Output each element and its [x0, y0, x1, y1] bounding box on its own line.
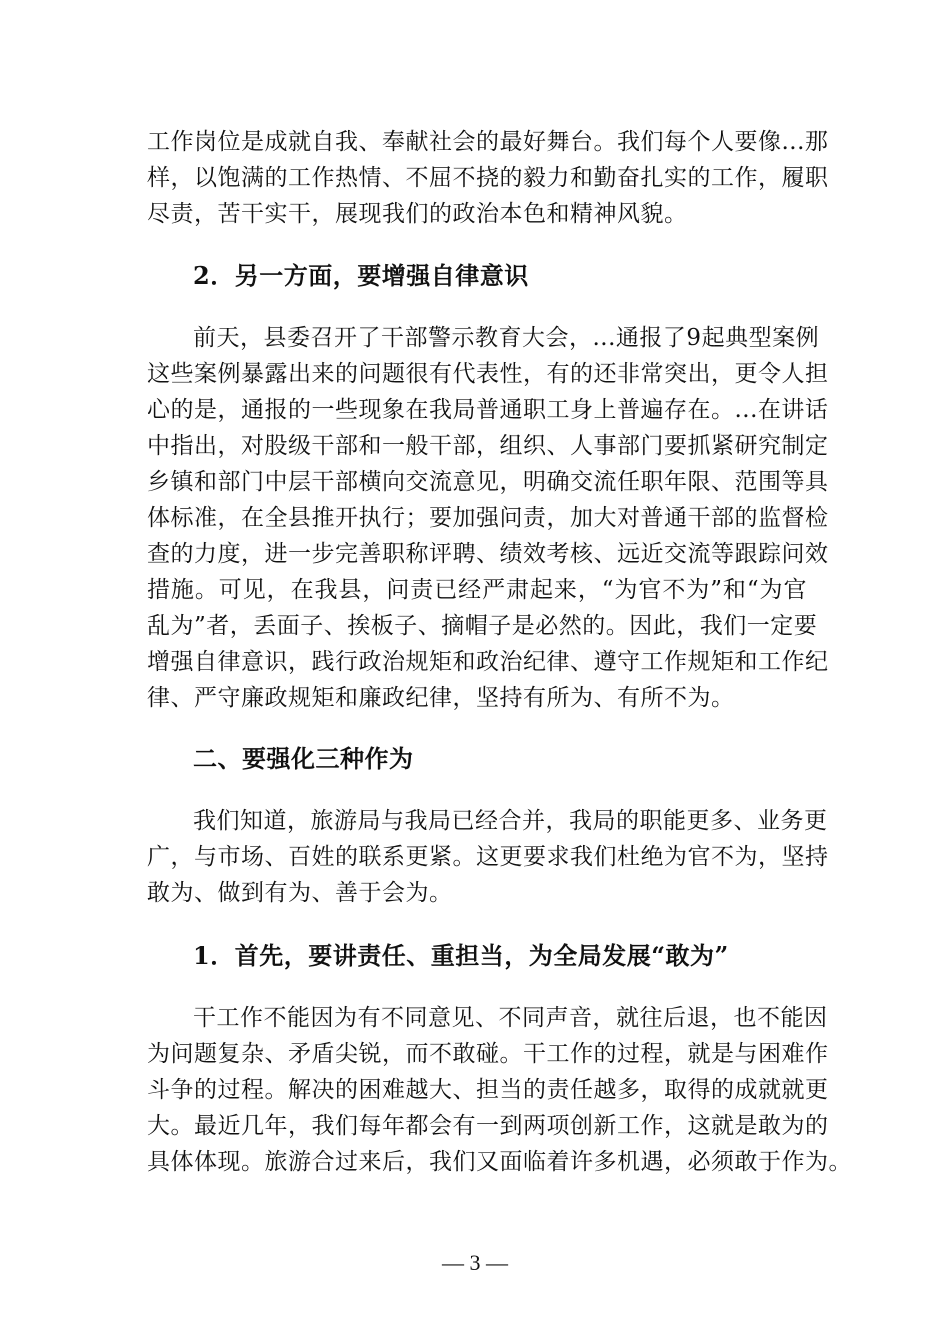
paragraph-line: 体标准，在全县推开执行；要加强问责，加大对普通干部的监督检 [147, 505, 829, 531]
paragraph-line: 中指出，对股级干部和一般干部，组织、人事部门要抓紧研究制定 [147, 433, 829, 459]
section-heading: 1．首先，要讲责任、重担当，为全局发展“敢为” [193, 941, 729, 970]
paragraph-line: 敢为、做到有为、善于会为。 [147, 880, 453, 906]
paragraph-line: 乡镇和部门中层干部横向交流意见，明确交流任职年限、范围等具 [147, 469, 829, 495]
paragraph-line: 查的力度，进一步完善职称评聘、绩效考核、远近交流等跟踪问效 [147, 541, 829, 567]
paragraph-line: 措施。可见，在我县，问责已经严肃起来，“为官不为”和“为官 [147, 577, 807, 603]
paragraph-line: 前天，县委召开了干部警示教育大会，...通报了9起典型案例 [193, 325, 820, 351]
paragraph-line: 我们知道，旅游局与我局已经合并，我局的职能更多、业务更 [193, 808, 828, 834]
paragraph-line: 为问题复杂、矛盾尖锐，而不敢碰。干工作的过程，就是与困难作 [147, 1041, 829, 1067]
paragraph-line: 律、严守廉政规矩和廉政纪律，坚持有所为、有所不为。 [147, 685, 735, 711]
paragraph-line: 斗争的过程。解决的困难越大、担当的责任越多，取得的成就就更 [147, 1077, 829, 1103]
paragraph-line: 工作岗位是成就自我、奉献社会的最好舞台。我们每个人要像...那 [147, 129, 829, 155]
paragraph-line: 大。最近几年，我们每年都会有一到两项创新工作，这就是敢为的 [147, 1113, 829, 1139]
paragraph-line: 具体体现。旅游合过来后，我们又面临着许多机遇，必须敢于作为。 [147, 1149, 852, 1175]
paragraph-line: 尽责，苦干实干，展现我们的政治本色和精神风貌。 [147, 201, 688, 227]
page-number: — 3 — [442, 1250, 508, 1275]
paragraph-line: 广，与市场、百姓的联系更紧。这更要求我们杜绝为官不为，坚持 [147, 844, 829, 870]
paragraph-line: 样，以饱满的工作热情、不屈不挠的毅力和勤奋扎实的工作，履职 [147, 165, 829, 191]
section-heading: 二、要强化三种作为 [193, 744, 414, 773]
section-heading: 2．另一方面，要增强自律意识 [193, 261, 529, 290]
paragraph-line: 心的是，通报的一些现象在我局普通职工身上普遍存在。...在讲话 [147, 397, 829, 423]
paragraph-line: 增强自律意识，践行政治规矩和政治纪律、遵守工作规矩和工作纪 [147, 649, 829, 675]
paragraph-line: 乱为”者，丢面子、挨板子、摘帽子是必然的。因此，我们一定要 [147, 613, 818, 639]
paragraph-line: 这些案例暴露出来的问题很有代表性，有的还非常突出，更令人担 [147, 361, 829, 387]
paragraph-line: 干工作不能因为有不同意见、不同声音，就往后退，也不能因 [193, 1005, 828, 1031]
